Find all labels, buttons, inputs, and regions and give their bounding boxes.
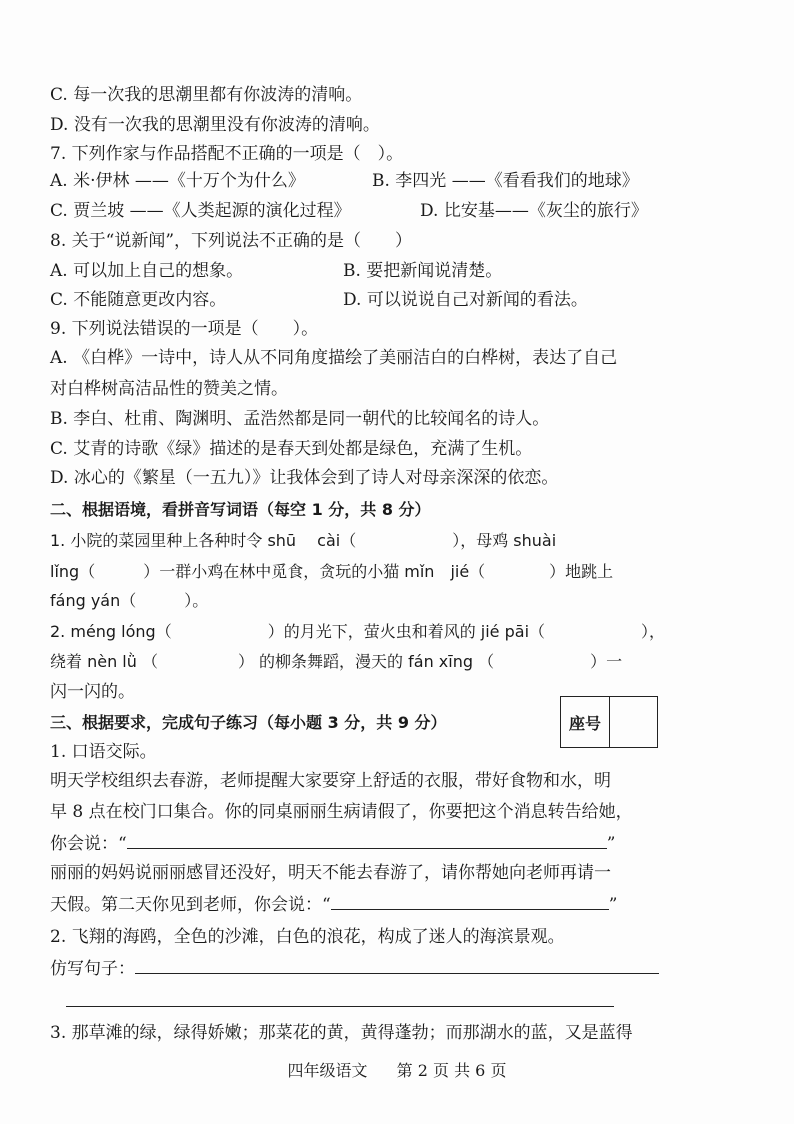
question-7: 7. 下列作家与作品搭配不正确的一项是（ ）。 [50,144,404,164]
q9-option-b: B. 李白、杜甫、陶渊明、孟浩然都是同一朝代的比较闻名的诗人。 [50,409,550,429]
sentence-q1-answer2 [50,893,690,916]
seat-number-label: 座号 [561,697,610,747]
imitate-label: 仿写句子： [50,959,135,979]
question-8: 8. 关于“说新闻”，下列说法不正确的是（ ） [50,231,413,251]
answer2-suffix: ” [608,895,618,915]
answer2-prefix: 天假。第二天你见到老师，你会说：“ [50,895,331,915]
q8-option-c: C. 不能随意更改内容。 [50,290,227,310]
sentence-q1-text2: 早 8 点在校门口集合。你的同桌丽丽生病请假了，你要把这个消息转告给她， [50,802,633,822]
q6-option-c: C. 每一次我的思潮里都有你波涛的清响。 [50,85,363,105]
q8-option-a: A. 可以加上自己的想象。 [50,261,244,281]
page-footer [0,1058,794,1081]
answer1-blank[interactable] [127,832,607,849]
imitate-sentence-row [50,957,690,980]
pinyin-para1-line1: 1. 小院的菜园里种上各种时令 shū cài（ ），母鸡 shuài [50,531,557,550]
pinyin-para2-line2: 绕着 nèn lǜ （ ） 的柳条舞蹈，漫天的 fán xīng （ ）一 [50,652,623,671]
seat-number-field[interactable] [610,697,657,747]
answer1-suffix: ” [606,834,616,854]
q7-option-d: D. 比安基——《灰尘的旅行》 [420,201,648,221]
question-9: 9. 下列说法错误的一项是（ ）。 [50,319,319,339]
pinyin-para1-line2: lǐng（ ）一群小鸡在林中觅食，贪玩的小猫 mǐn jié（ ）地跳上 [50,562,614,581]
q9-option-d: D. 冰心的《繁星（一五九）》让我体会到了诗人对母亲深深的依恋。 [50,468,559,488]
q9-option-a-line2: 对白桦树高洁品性的赞美之情。 [50,379,288,399]
sentence-q2: 2. 飞翔的海鸥，全色的沙滩，白色的浪花，构成了迷人的海滨景观。 [50,927,565,947]
pinyin-para2-line3: 闪一闪的。 [50,682,135,702]
sentence-q1-title: 1. 口语交际。 [50,742,157,762]
q6-option-d: D. 没有一次我的思潮里没有你波涛的清响。 [50,115,380,135]
sentence-q1-text1: 明天学校组织去春游，老师提醒大家要穿上舒适的衣服，带好食物和水，明 [50,771,611,791]
q7-option-c: C. 贾兰坡 ——《人类起源的演化过程》 [50,201,351,221]
sentence-q1-text3: 丽丽的妈妈说丽丽感冒还没好，明天不能去春游了，请你帮她向老师再请一 [50,863,611,883]
q9-option-c: C. 艾青的诗歌《绿》描述的是春天到处都是绿色，充满了生机。 [50,439,533,459]
imitate-blank-2[interactable] [66,1006,614,1007]
q9-option-a-line1: A. 《白桦》一诗中，诗人从不同角度描绘了美丽洁白的白桦树，表达了自己 [50,348,618,368]
q7-option-a: A. 米·伊林 ——《十万个为什么》 [50,171,305,191]
answer1-prefix: 你会说：“ [50,834,127,854]
imitate-blank-1[interactable] [135,957,659,974]
pinyin-para2-line1: 2. méng lóng（ ）的月光下，萤火虫和着风的 jié pāi（ ）， [50,622,666,641]
answer2-blank[interactable] [331,893,609,910]
sentence-q1-answer1 [50,832,690,855]
q7-option-b: B. 李四光 ——《看看我们的地球》 [372,171,639,191]
footer-subject: 四年级语文 [287,1061,368,1080]
sentence-q3: 3. 那草滩的绿，绿得娇嫩；那菜花的黄，黄得蓬勃；而那湖水的蓝，又是蓝得 [50,1023,633,1043]
section-3-heading: 三、根据要求，完成句子练习（每小题 3 分，共 9 分） [50,713,447,732]
section-2-heading: 二、根据语境，看拼音写词语（每空 1 分，共 8 分） [50,500,431,519]
q8-option-b: B. 要把新闻说清楚。 [343,261,503,281]
footer-page-number: 第 2 页 共 6 页 [396,1061,507,1080]
q8-option-d: D. 可以说说自己对新闻的看法。 [343,290,588,310]
pinyin-para1-line3: fáng yán（ ）。 [50,591,209,610]
